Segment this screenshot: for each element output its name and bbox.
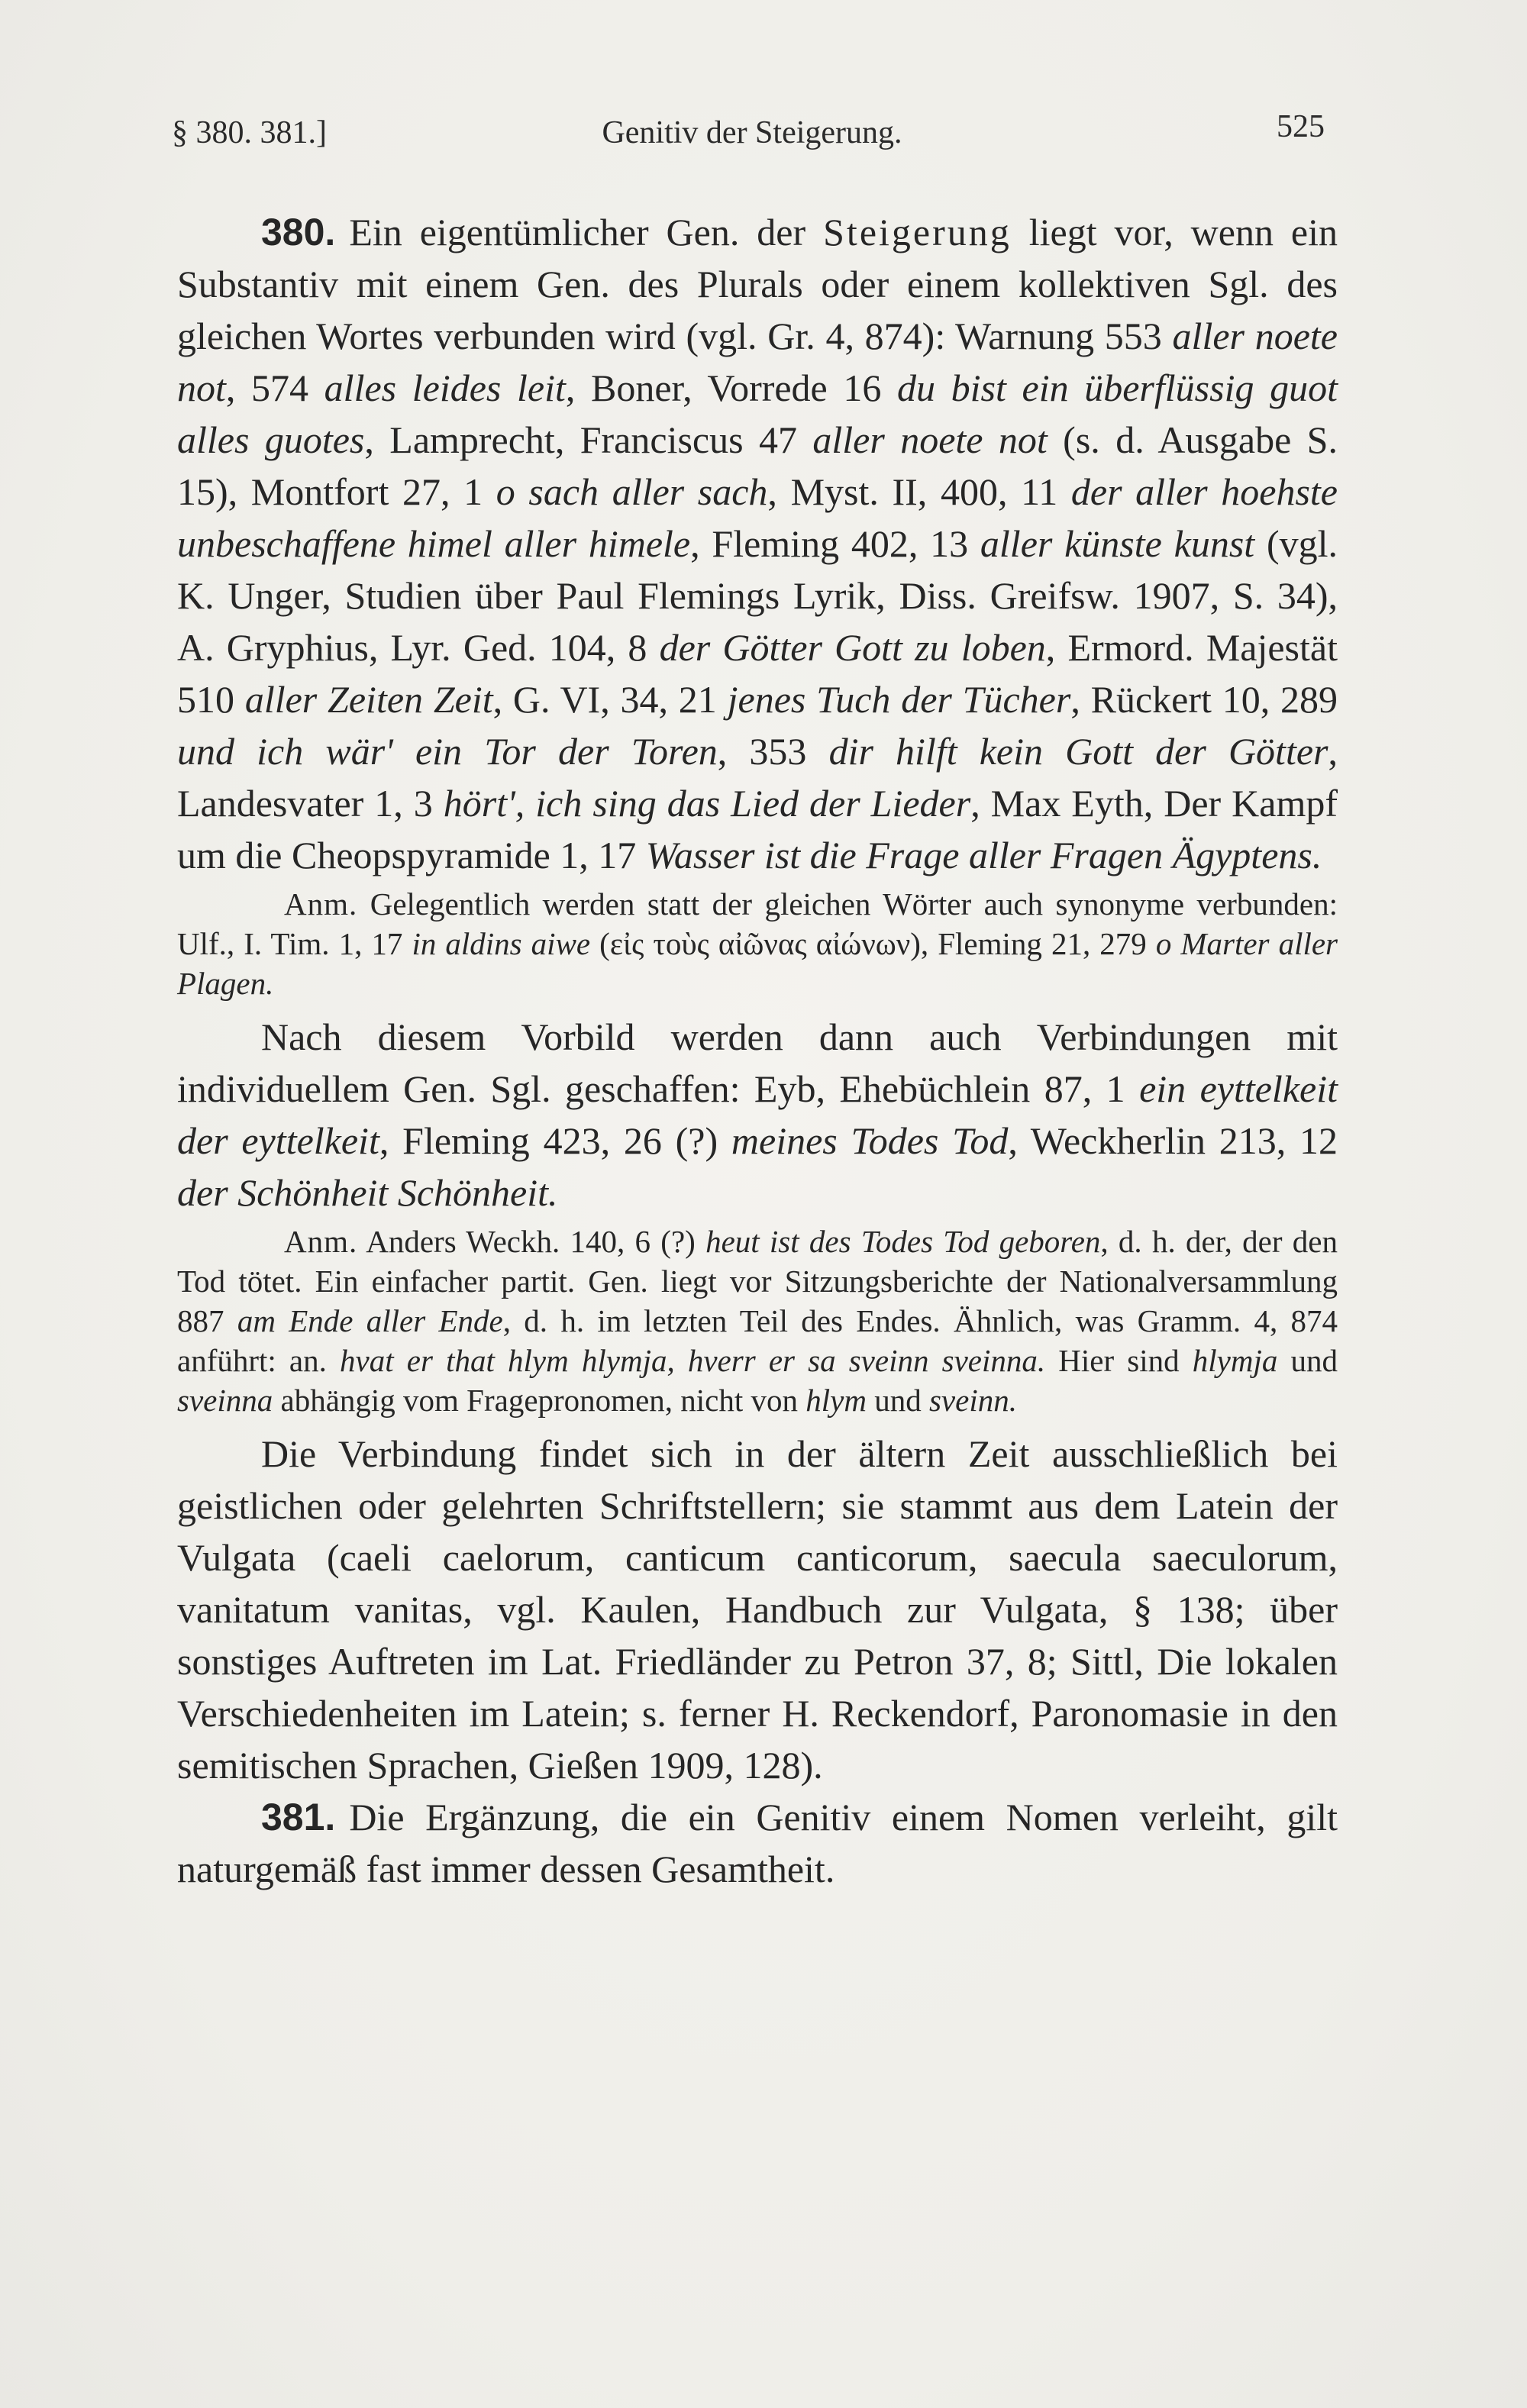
annotation-label: Anm. <box>284 886 358 922</box>
page-header <box>172 109 1325 160</box>
annotation-2: Anm. Anders Weckh. 140, 6 (?) heut ist des Todes Tod geboren, d. h. der, der den Tod tötet. Ein einfacher partit. Gen. liegt vor Sitzungsberichte der Nationalversammlung 887 am Ende aller Ende, d. h. im letzten Teil des Endes. Ähnlich, was Gramm. 4, 874 anführt: an. hvat er that hlym hlymja, hverr er sa sveinn sveinna. Hier sind hlymja und sveinna abhängig vom Fragepronomen, nicht von hlym und sveinn. <box>177 1224 1338 1418</box>
paragraph-2: Nach diesem Vorbild werden dann auch Verbindungen mit individuellem Gen. Sgl. geschaffen: Eyb, Ehebüchlein 87, 1 ein eyttelkeit der eyttelkeit, Fleming 423, 26 (?) meines Todes Tod, Weckherlin 213, 12 der Schönheit Schönheit. <box>177 1015 1338 1214</box>
paragraph-380: 380. Ein eigentümlicher Gen. der Steigerung liegt vor, wenn ein Substantiv mit einem Gen. des Plurals oder einem kollektiven Sgl. des gleichen Wortes verbunden wird (vgl. Gr. 4, 874): Warnung 553 aller noete not, 574 alles leides leit, Boner, Vorrede 16 du bist ein überflüssig guot alles guotes, Lamprecht, Franciscus 47 aller noete not (s. d. Ausgabe S. 15), Montfort 27, 1 o sach aller sach, Myst. II, 400, 11 der aller hoehste unbeschaffene himel aller himele, Fleming 402, 13 aller künste kunst (vgl. K. Unger, Studien über Paul Flemings Lyrik, Diss. Greifsw. 1907, S. 34), A. Gryphius, Lyr. Ged. 104, 8 der Götter Gott zu loben, Ermord. Majestät 510 aller Zeiten Zeit, G. VI, 34, 21 jenes Tuch der Tücher, Rückert 10, 289 und ich wär' ein Tor der Toren, 353 dir hilft kein Gott der Götter, Landesvater 1, 3 hört', ich sing das Lied der Lieder, Max Eyth, Der Kampf um die Cheopspyramide 1, 17 Wasser ist die Frage aller Fragen Ägyptens. <box>177 211 1338 876</box>
annotation-label: Anm. <box>284 1224 358 1259</box>
paragraph-381: 381. Die Ergänzung, die ein Genitiv einem Nomen verleiht, gilt naturgemäß fast immer dessen Gesamtheit. <box>177 1796 1338 1890</box>
paragraph-3: Die Verbindung findet sich in der ältern Zeit ausschließlich bei geistlichen oder gelehrten Schriftstellern; sie stammt aus dem Latein der Vulgata (caeli caelorum, canticum canticorum, saecula saeculorum, vanitatum vanitas, vgl. Kaulen, Handbuch zur Vulgata, § 138; über sonstiges Auftreten im Lat. Friedländer zu Petron 37, 8; Sittl, Die lokalen Verschiedenheiten im Latein; s. ferner H. Reckendorf, Paronomasie in den semitischen Sprachen, Gießen 1909, 128). <box>177 1432 1338 1787</box>
running-title: Genitiv der Steigerung. <box>602 115 902 150</box>
section-number-380: 380. <box>261 211 336 253</box>
section-number-381: 381. <box>261 1796 336 1838</box>
annotation-1: Anm. Gelegentlich werden statt der gleichen Wörter auch synonyme verbunden: Ulf., I. Tim. 1, 17 in aldins aiwe (εἰς τοὺς αἰῶνας αἰώνων), Fleming 21, 279 o Marter aller Plagen. <box>177 886 1338 1001</box>
section-range: § 380. 381.] <box>172 115 327 150</box>
page-body <box>177 206 1338 1895</box>
page-number: 525 <box>1277 109 1325 144</box>
spaced-term: Steigerung <box>823 211 1012 253</box>
